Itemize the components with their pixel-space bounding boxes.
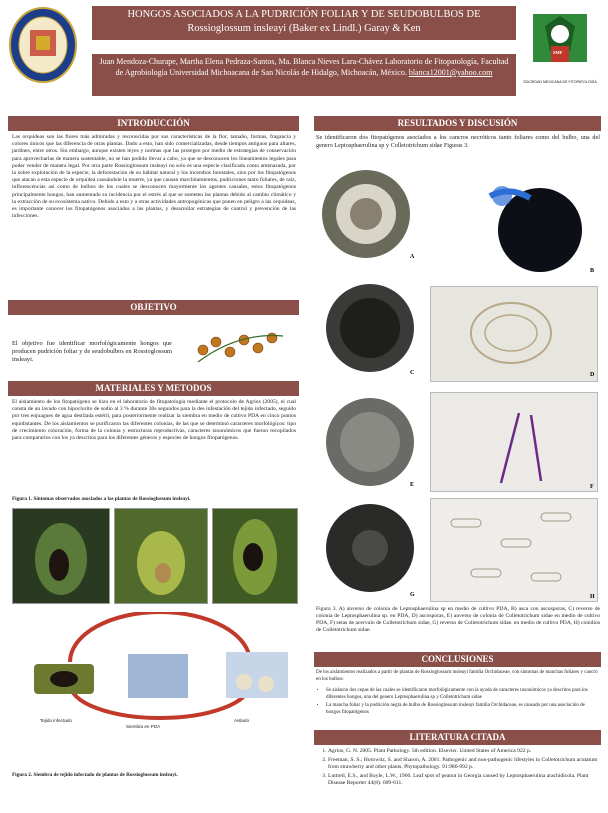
materiales-text: El aislamiento de los fitopatógeno se hizo en el laboratorio de fitopatología mediante el protocolo de Agrios (2005), el cual consta de un lavado con hipoclorito de sodio al 3 % durante 30s segundos para la des infestación del tejido infectado, seguido por tres enjuagues de agua destilada estéril, para posteriormente realizar la siembra en medio de cultivo PDA en cinco puntos equidistantes. De los aislamientos se purificaron las diferentes colonias, de las que se determinó caracteres morfológicos: tipo de crecimiento coloración, forma de la colonia y estructuras reproductivas, caracteres taxonómicos que fueron recopilados para compararlos con los ya descritos para los diferentes géneros y especies de hongos fitopatógenos. [12, 399, 296, 442]
email-link[interactable]: blanca12001@yahoo.com [408, 68, 493, 77]
symptom-photo-3 [212, 508, 298, 604]
photo-h [430, 498, 598, 602]
materiales-title: MATERIALES Y METODOS [8, 381, 299, 396]
authors-block [92, 54, 516, 96]
objetivo-title: OBJETIVO [8, 300, 299, 315]
photo-label-h: H [590, 594, 595, 600]
photo-label-a: A [410, 254, 415, 260]
intro-text: Las orquídeas son las flores más admiradas y reconocidas por sus características de la flor, tamaño, formas, fragancia y colores únicos que las diferencia de otras plantas. Dado a esto, han sido comercializadas, desde tiempos antiguos para altares, jardines, entre otros. Sin embargo, aunque existen leyes y normas que las protegen por medio de estrategias de conservación para aprovecharlas de manera sustentable, no se han podido llevar a cabo, ya que se desconocen los lineamientos legales para poder vender de manera legal. Por otra parte Rossioglossum insleayi no solo es una especie clasificada como amenazada, por la sobre explotación de la especie, la deforestación de su hábitat natural y los incendios forestales, sino por los fitopatógenos que atacan a esta especie de orquídea causándole la muerte, ya que causan marchitamientos, pudriciones tanto foliares, de raíz, inflorescencias así como de bulbos de los cuales se desconocen mayormente los agentes causales, estos fitopatógenos principalmente hongos, han aumentado su incidencia por el estrés al que se someten las plantas debido al cambio climático y la extracción de su ecosistema nativo. Debido a esto y a otras actividades antropogénicas que ponen en peligro a las orquídeas, es importante conocer los fitopatógenos asociados a las plantas, y desarrollar estrategias de control y prevención de las infecciones. [12, 134, 296, 220]
photo-a [316, 166, 420, 264]
step-label-1: Tejido infectado [40, 718, 72, 723]
intro-title: INTRODUCCIÓN [8, 116, 299, 131]
step-label-3: Aislado [234, 718, 250, 723]
figure1-caption: Figura 1. Síntomas observados asociados a las plantas de Rossioglossum insleayi. [12, 496, 191, 502]
smf-caption: SOCIEDAD MEXICANA DE FITOPATOLOGÍA [523, 80, 597, 84]
photo-b [430, 166, 598, 276]
conclusiones-list [316, 688, 600, 718]
resultados-title: RESULTADOS Y DISCUSIÓN [314, 116, 601, 131]
symptom-photo-2 [114, 508, 208, 604]
authors-text: Juan Mendoza-Churape, Martha Elena Pedraza-Santos, Ma. Blanca Nieves Lara-Chávez Laboratorio de Fitopatología, Facultad de Agrobiología Universidad Michoacana de San Nicolás de Hidalgo, Michoacán, México. [99, 57, 509, 77]
photo-label-f: F [590, 484, 594, 490]
university-seal-logo [8, 6, 78, 84]
reference-item: 1. Agrios, G. N. 2005. Plant Pathology. 5th edition. Elsevier. United States of America 922 p. [328, 748, 600, 755]
conclusion-item: • Se aislaron dos cepas de las cuales se identificaron morfológicamente con la ayuda de caracteres taxonómicos ya descritos para los diferentes hongos, una del genero Leptosphaerulina sp y Colletotrichum sidae [326, 688, 600, 701]
figure2-caption: Figura 2. Siembra de tejido infectado de plantas de Rossioglossum insleayi. [12, 772, 178, 778]
literatura-title: LITERATURA CITADA [314, 730, 601, 745]
objetivo-text: El objetivo fue identificar morfológicamente hongos que producen pudrición foliar y de seudobulbos en Rossioglossum insleayi. [12, 340, 172, 363]
poster-title: HONGOS ASOCIADOS A LA PUDRICIÓN FOLIAR Y DE SEUDOBULBOS DE Rossioglossum insleayi (Baker ex Lindl.) Garay & Ken [92, 6, 516, 40]
photo-d [430, 286, 598, 382]
literatura-list [316, 748, 600, 789]
conclusiones-title: CONCLUSIONES [314, 652, 601, 667]
step-label-2: Siembra en PDA [126, 724, 161, 729]
reference-item: 3. Luttrell, E.S., and Boyle, L.W., 1960. Leaf spot of peanut in Georgia caused by Leptosphaerulina arachidicola. Plant Disease Reporter 44(8): 609-611. [328, 773, 600, 787]
photo-e [320, 392, 420, 492]
photo-label-g: G [410, 592, 415, 598]
photo-f [430, 392, 598, 492]
photo-label-b: B [590, 268, 595, 274]
resultados-text: Se identificaron dos fitopatógenos asociados a los cancros necróticos tanto foliares como del bulbo, una del genero Leptosphaerulina sp y Colletotrichum sidae Figuras 3. [316, 134, 600, 149]
conclusiones-intro: De los aislamientos realizados a partir de plantas de Rossioglossum insleayi familia Orchidaceae, con síntomas de manchas foliares y cancro en los bulbos: [316, 670, 598, 682]
smf-logo [525, 6, 595, 92]
isolation-diagram [30, 612, 296, 722]
figure3-caption: Figura 3. A) anverso de colonia de Leptosphaerulina sp en medio de cultivo PDA, B) asca con ascosporas, C) reverso de colonia de Leptosphaerulina sp. en PDA, D) ascosporas, E) anverso de colonia de Colletotrichum sidae en medio de cultivo PDA, F) setas de acervulo de Colletotrichum sidae, G) reverso de Colletotrichum sidae. en medio de cultivo PDA, H) conidios de Colletotrichum sidae. [316, 606, 600, 633]
smf-badge: SMF [553, 50, 563, 55]
photo-label-c: C [410, 370, 415, 376]
photo-c [320, 280, 420, 376]
photo-label-e: E [410, 482, 415, 488]
symptom-photo-1 [12, 508, 110, 604]
orchid-photo [188, 322, 294, 374]
conclusion-item: • La mancha foliar y la pudrición negra de bulbo de Rossioglossum insleayi familia Orchidaceae, es causado por una asociación de hongos fitopatógenos [326, 703, 600, 716]
photo-label-d: D [590, 372, 595, 378]
reference-item: 2. Freeman, S. S.; Horowitz, S. and Sharon, A. 2001. Pathogenic and non-pathogenic lifestyles in Colletotrichum acutatum from strawberry and other plants. Phytopathology. 91:986-992 p. [328, 757, 600, 771]
photo-g [320, 498, 420, 598]
